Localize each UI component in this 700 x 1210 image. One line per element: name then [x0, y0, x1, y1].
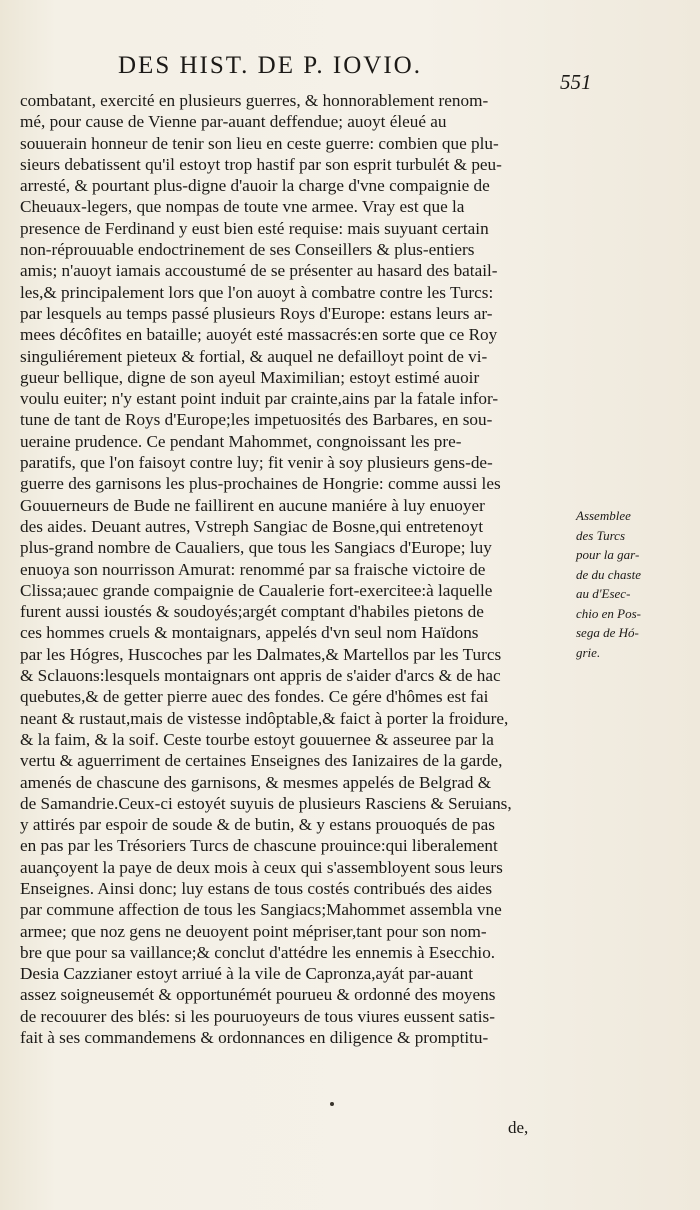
- body-line: voulu euiter; n'y estant point induit par crainte,ains par la fatale infor-: [20, 389, 499, 409]
- body-line: auançoyent la paye de deux mois à ceux qui s'assembloyent sous leurs: [20, 857, 503, 877]
- body-line: bre que pour sa vaillance;& conclut d'attédre les ennemis à Esecchio.: [20, 942, 496, 962]
- body-line: Desia Cazzianer estoyt arriué à la vile de Capronza,ayát par-auant: [20, 964, 473, 984]
- body-line: Clissa;auec grande compaignie de Caualerie fort-exercitee:à laquelle: [20, 580, 493, 600]
- body-line: Cheuaux-legers, que nompas de toute vne armee. Vray est que la: [20, 197, 465, 217]
- margin-note-line: des Turcs: [576, 527, 625, 543]
- body-line: armee; que noz gens ne deuoyent point mépriser,tant pour son nom-: [20, 921, 487, 941]
- body-line: plus-grand nombre de Caualiers, que tous les Sangiacs d'Europe; luy: [20, 538, 492, 558]
- margin-note-line: pour la gar-: [576, 547, 640, 562]
- body-line: des aides. Deuant autres, Vstreph Sangiac de Bosne,qui entretenoyt: [20, 516, 484, 536]
- body-line: Gouuerneurs de Bude ne faillirent en aucune maniére à luy enuoyer: [20, 495, 485, 515]
- body-line: souuerain honneur de tenir son lieu en ceste guerre: combien que plu-: [20, 133, 499, 153]
- body-line: combatant, exercité en plusieurs guerres, & honnorablement renom-: [20, 91, 489, 110]
- body-line: vertu & aguerriment de certaines Enseignes des Ianizaires de la garde,: [20, 751, 503, 771]
- body-line: arresté, & pourtant plus-digne d'auoir la charge d'vne compaignie de: [20, 176, 490, 196]
- body-line: assez soigneusemét & opportunémét pourueu & ordonné des moyens: [20, 985, 496, 1005]
- margin-note-line: au d'Esec-: [576, 586, 631, 601]
- body-line: & la faim, & la soif. Ceste tourbe estoyt gouuernee & asseuree par la: [20, 729, 494, 749]
- body-line: neant & rustaut,mais de vistesse indôptable,& faict à porter la froidure,: [20, 708, 509, 728]
- body-line: guerre des garnisons les plus-prochaines de Hongrie: comme aussi les: [20, 474, 501, 494]
- body-text-block: [20, 90, 572, 1048]
- body-line: par commune affection de tous les Sangiacs;Mahommet assembla vne: [20, 900, 502, 920]
- body-line: de Samandrie.Ceux-ci estoyét suyuis de plusieurs Rasciens & Seruians,: [20, 793, 512, 813]
- body-line: par les Hógres, Huscoches par les Dalmates,& Martellos par les Turcs: [20, 644, 502, 664]
- body-line: furent aussi ioustés & soudoyés;argét comptant d'habiles pietons de: [20, 602, 484, 622]
- body-line: de recouurer des blés: si les pouruoyeurs de tous viures eussent satis-: [20, 1006, 495, 1026]
- margin-note-line: grie.: [576, 644, 601, 660]
- body-line: paratifs, que l'on faisoyt contre luy; fit venir à soy plusieurs gens-de-: [20, 453, 493, 473]
- body-line: quebutes,& de getter pierre auec des fondes. Ce gére d'hômes est fai: [20, 687, 489, 707]
- body-line: enuoya son nourrisson Amurat: renommé par sa fraische victoire de: [20, 559, 486, 579]
- body-line: mé, pour cause de Vienne par-auant deffendue; auoyt éleué au: [20, 112, 447, 132]
- body-line: y attirés par espoir de soude & de butin, & y estans prouoqués de pas: [20, 815, 495, 835]
- catchword: de,: [508, 1118, 529, 1137]
- margin-note-line: sega de Hó-: [576, 625, 639, 640]
- body-line: ueraine prudence. Ce pendant Mahommet, congnoissant les pre-: [20, 431, 462, 451]
- body-line: en pas par les Trésoriers Turcs de chascune prouince:qui liberalement: [20, 836, 498, 856]
- body-line: mees décôfites en bataille; auoyét esté massacrés:en sorte que ce Roy: [20, 325, 498, 345]
- margin-note: [576, 506, 696, 662]
- body-line: par lesquels au temps passé plusieurs Roys d'Europe: estans leurs ar-: [20, 303, 493, 323]
- body-line: gueur bellique, digne de son ayeul Maximilian; estoyt estimé auoir: [20, 367, 480, 387]
- running-head: DES HIST. DE P. IOVIO.: [118, 52, 422, 79]
- body-line: amenés de chascune des garnisons, & mesmes appelés de Belgrad &: [20, 772, 492, 792]
- margin-note-line: chio en Pos-: [576, 605, 641, 621]
- printer-mark: [330, 1102, 334, 1106]
- body-line: singuliérement pieteux & fortial, & auquel ne defailloyt point de vi-: [20, 346, 488, 366]
- body-line: ces hommes cruels & montaignars, appelés d'vn seul nom Haïdons: [20, 623, 479, 643]
- body-line: & Sclauons:lesquels montaignars ont appris de s'aider d'arcs & de hac: [20, 666, 501, 686]
- body-line: les,& principalement lors que l'on auoyt à combatre contre les Turcs:: [20, 282, 494, 302]
- page-number: 551: [560, 70, 592, 94]
- body-line: tune de tant de Roys d'Europe;les impetuosités des Barbares, en sou-: [20, 410, 493, 430]
- body-line: sieurs debatissent qu'il estoyt trop hastif par son esprit turbulét & peu-: [20, 154, 502, 174]
- body-line: amis; n'auoyt iamais accoustumé de se présenter au hasard des batail-: [20, 261, 498, 281]
- body-line: Enseignes. Ainsi donc; luy estans de tous costés contribués des aides: [20, 878, 493, 898]
- body-line: non-réprouuable endoctrinement de ses Conseillers & plus-entiers: [20, 240, 475, 260]
- margin-note-line: de du chaste: [576, 566, 641, 582]
- body-line: presence de Ferdinand y eust bien esté requise: mais suyuant certain: [20, 218, 489, 238]
- body-line: fait à ses commandemens & ordonnances en diligence & promptitu-: [20, 1028, 489, 1048]
- margin-note-line: Assemblee: [576, 508, 631, 523]
